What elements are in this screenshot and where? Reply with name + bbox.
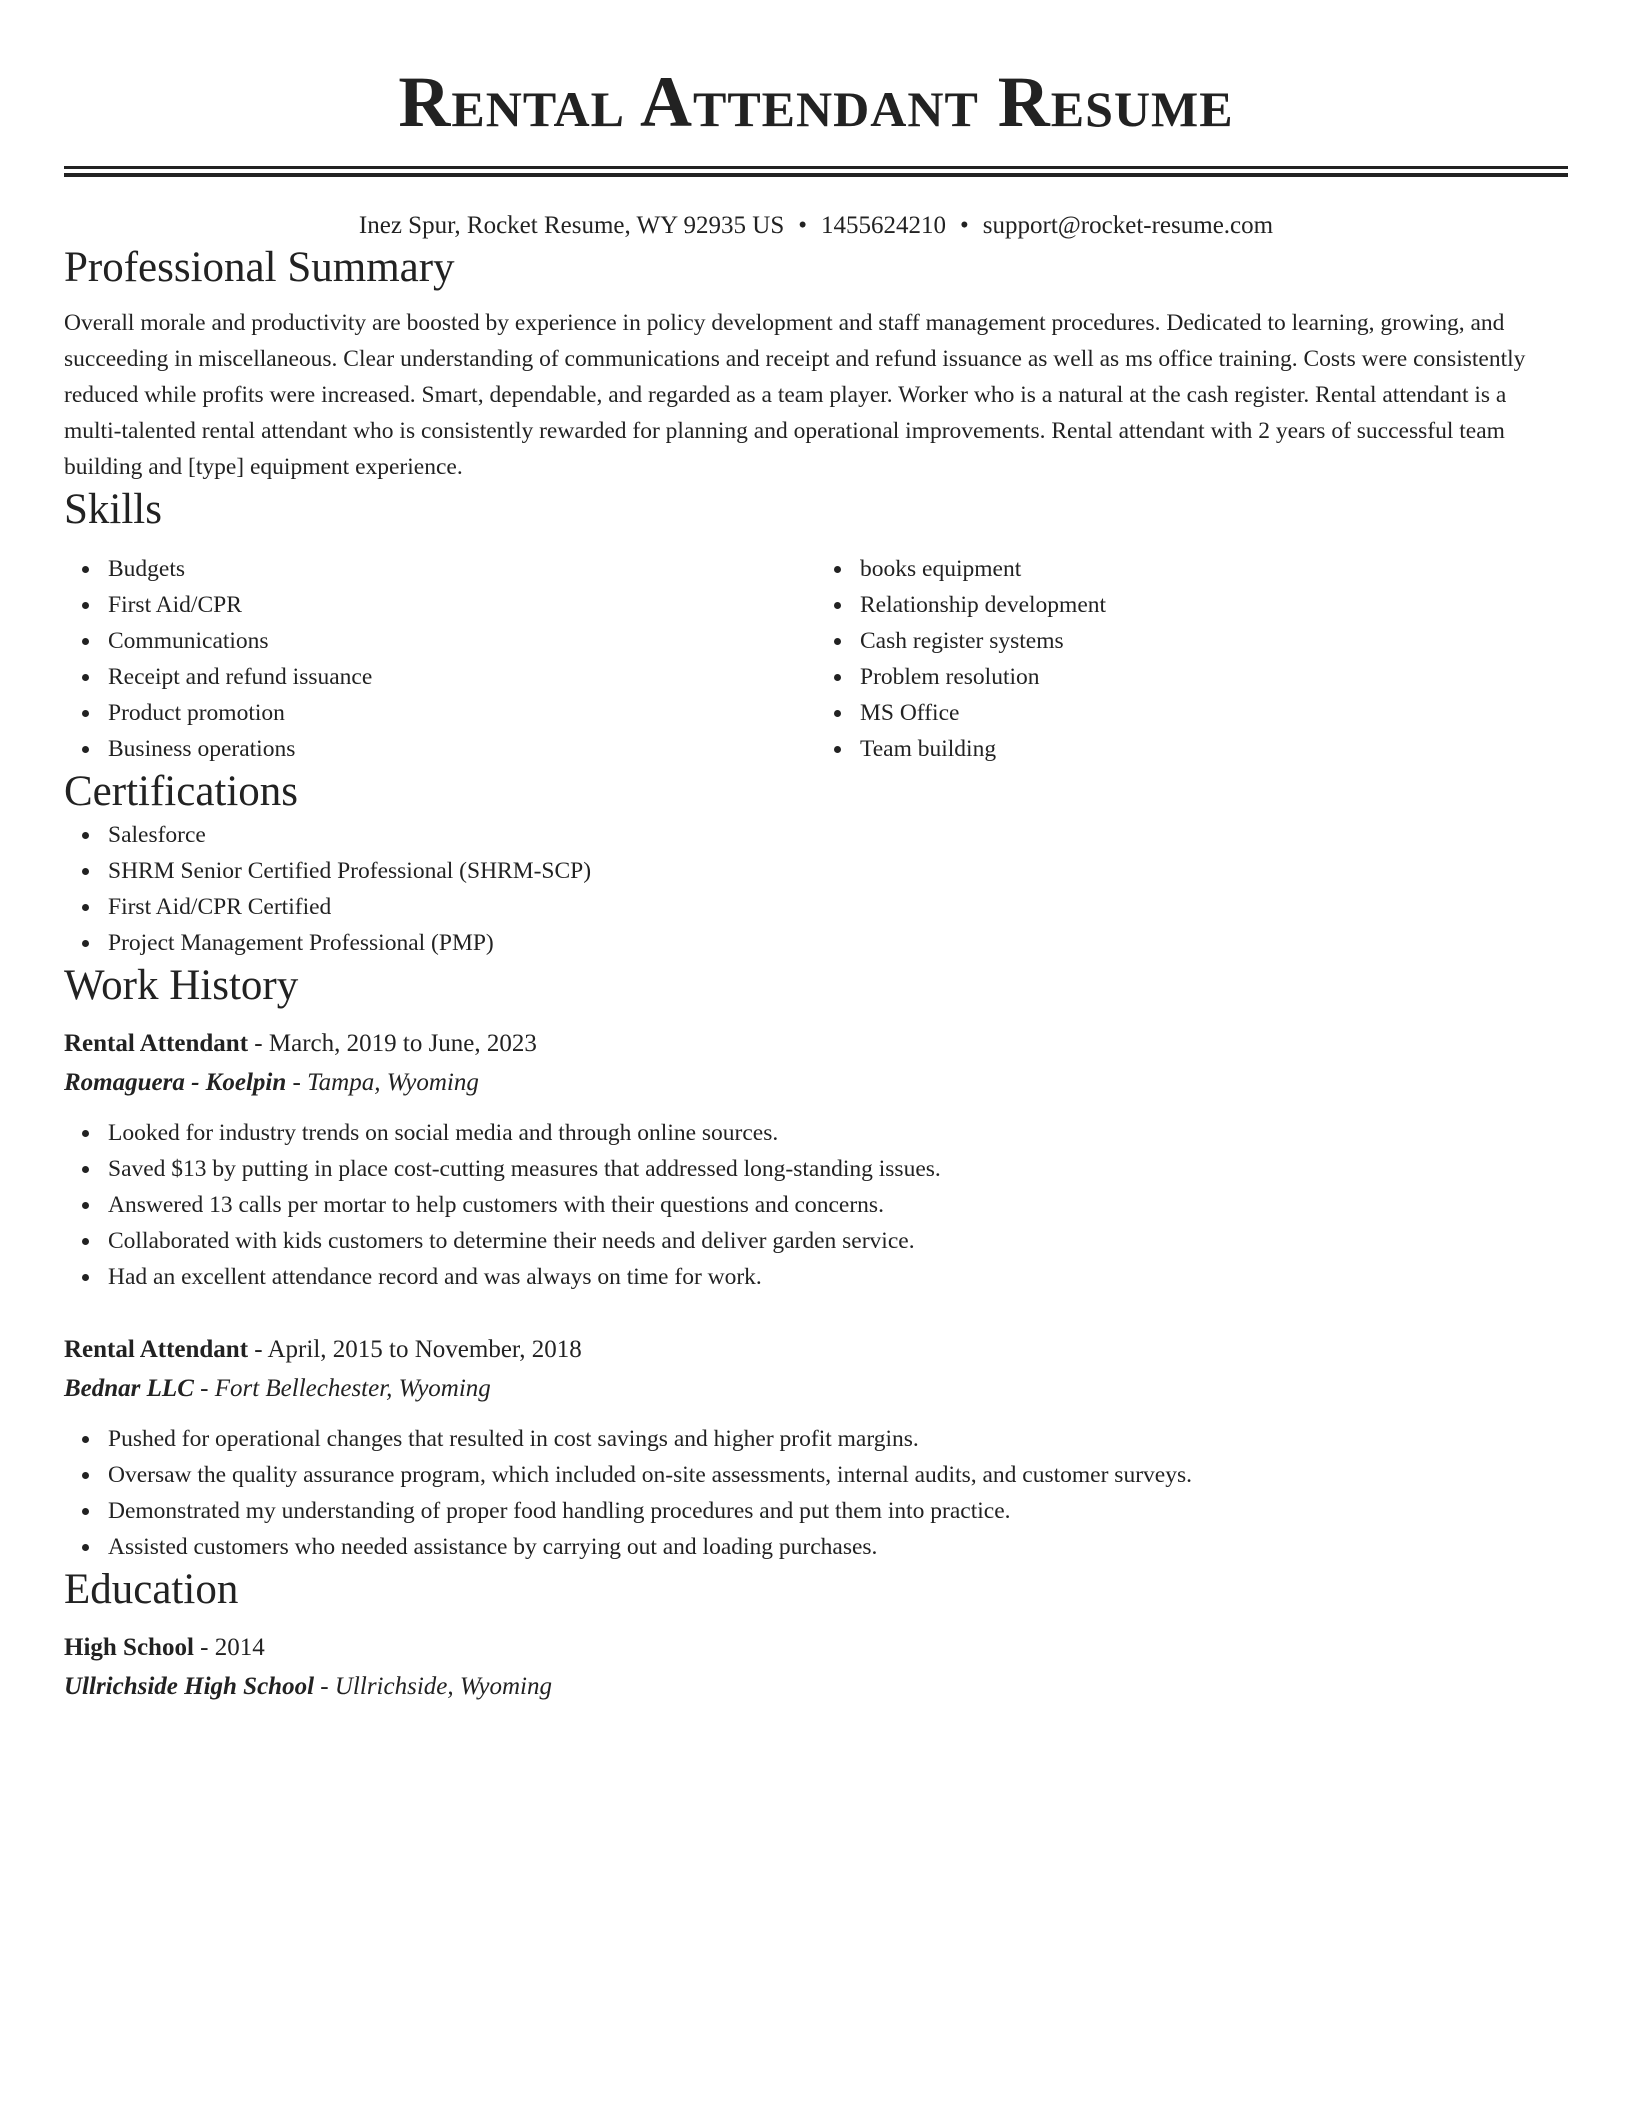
job-entry	[64, 1025, 1568, 1295]
job-title-line	[64, 1025, 1568, 1063]
contact-separator: •	[798, 212, 808, 239]
skills-list-left	[64, 551, 816, 767]
certification-item: Salesforce	[108, 817, 1568, 853]
job-bullet: Saved $13 by putting in place cost-cutting measures that addressed long-standing issues.	[108, 1151, 1568, 1187]
summary-heading: Professional Summary	[64, 244, 455, 291]
skill-item: Team building	[860, 731, 1568, 767]
job-bullet: Collaborated with kids customers to determine their needs and deliver garden service.	[108, 1223, 1568, 1259]
job-title: Rental Attendant	[64, 1336, 249, 1363]
job-bullet: Demonstrated my understanding of proper food handling procedures and put them into practice.	[108, 1493, 1568, 1529]
job-company-line	[64, 1369, 1568, 1409]
education-school-line	[64, 1667, 1568, 1707]
certification-item: SHRM Senior Certified Professional (SHRM-SCP)	[108, 853, 1568, 889]
contact-line	[64, 209, 1568, 243]
contact-separator: •	[960, 212, 969, 239]
contact-phone: 1455624210	[821, 212, 947, 239]
certification-item: First Aid/CPR Certified	[108, 889, 1568, 925]
job-company-line	[64, 1063, 1568, 1103]
job-bullets	[64, 1421, 1568, 1565]
skill-item: Problem resolution	[860, 659, 1568, 695]
summary-text: Overall morale and productivity are boosted by experience in policy development and staff management procedures. Dedicated to learning, growing, and succeeding in miscellaneous. Clear understanding of communications and receipt and refund issuance as well as ms office training. Costs were consistently reduced while profits were increased. Smart, dependable, and regarded as a team player. Worker who is a natural at the cash register. Rental attendant is a multi-talented rental attendant who is consistently rewarded for planning and operational improvements. Rental attendant with 2 years of successful team building and [type] equipment experience.	[64, 310, 1526, 480]
education-heading: Education	[64, 1566, 239, 1613]
work-history-heading: Work History	[64, 962, 299, 1009]
job-company: Romaguera - Koelpin	[64, 1069, 287, 1096]
dash: -	[320, 1673, 329, 1700]
resume-title: Rental Attendant Resume	[398, 62, 1234, 142]
job-location: Fort Bellechester, Wyoming	[214, 1375, 491, 1402]
certifications-heading: Certifications	[64, 768, 299, 815]
job-dates: April, 2015 to November, 2018	[267, 1336, 582, 1363]
skill-item: books equipment	[860, 551, 1568, 587]
skill-item: MS Office	[860, 695, 1568, 731]
skills-heading: Skills	[64, 486, 162, 533]
dash: -	[292, 1069, 301, 1096]
job-bullets	[64, 1115, 1568, 1295]
skills-columns	[64, 551, 1568, 767]
education-location: Ullrichside, Wyoming	[334, 1673, 552, 1700]
job-bullet: Oversaw the quality assurance program, which included on-site assessments, internal audits, and customer surveys.	[108, 1457, 1568, 1493]
skill-item: First Aid/CPR	[108, 587, 816, 623]
skill-item: Communications	[108, 623, 816, 659]
education-school: Ullrichside High School	[64, 1673, 315, 1700]
job-bullet: Assisted customers who needed assistance by carrying out and loading purchases.	[108, 1529, 1568, 1565]
certifications-list	[64, 817, 1568, 961]
education-degree: High School	[64, 1634, 194, 1661]
skill-item: Cash register systems	[860, 623, 1568, 659]
skill-item: Budgets	[108, 551, 816, 587]
job-bullet: Answered 13 calls per mortar to help customers with their questions and concerns.	[108, 1187, 1568, 1223]
job-bullet: Pushed for operational changes that resulted in cost savings and higher profit margins.	[108, 1421, 1568, 1457]
skill-item: Relationship development	[860, 587, 1568, 623]
title-divider	[64, 166, 1568, 177]
job-dates: March, 2019 to June, 2023	[268, 1030, 537, 1057]
contact-email: support@rocket-resume.com	[982, 212, 1274, 239]
education-degree-line	[64, 1629, 1568, 1667]
skill-item: Product promotion	[108, 695, 816, 731]
certification-item: Project Management Professional (PMP)	[108, 925, 1568, 961]
job-bullet: Looked for industry trends on social media and through online sources.	[108, 1115, 1568, 1151]
dash: -	[200, 1375, 209, 1402]
dash: -	[254, 1030, 263, 1057]
job-entry	[64, 1331, 1568, 1565]
job-title: Rental Attendant	[64, 1030, 249, 1057]
skill-item: Receipt and refund issuance	[108, 659, 816, 695]
skill-item: Business operations	[108, 731, 816, 767]
education-year: 2014	[214, 1634, 265, 1661]
education-entry	[64, 1629, 1568, 1707]
dash: -	[254, 1336, 263, 1363]
dash: -	[200, 1634, 209, 1661]
job-location: Tampa, Wyoming	[307, 1069, 479, 1096]
job-bullet: Had an excellent attendance record and was always on time for work.	[108, 1259, 1568, 1295]
skills-list-right	[816, 551, 1568, 767]
job-title-line	[64, 1331, 1568, 1369]
contact-address: Inez Spur, Rocket Resume, WY 92935 US	[358, 212, 785, 239]
job-company: Bednar LLC	[64, 1375, 194, 1402]
